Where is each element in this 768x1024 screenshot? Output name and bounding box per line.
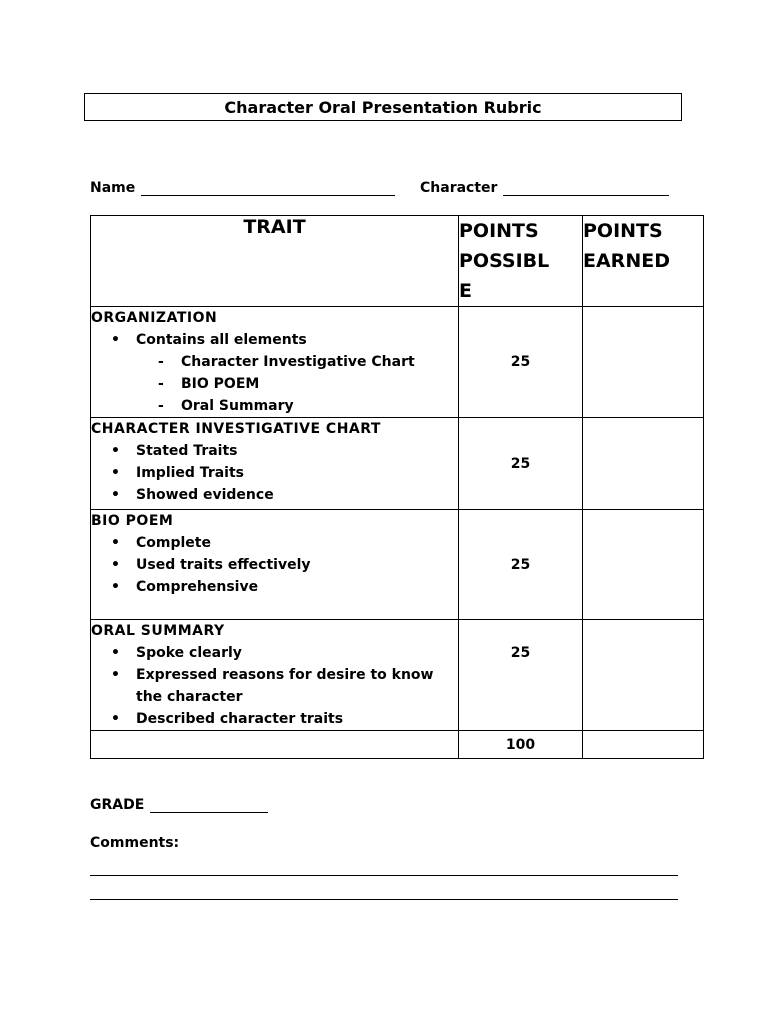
- table-row: [91, 307, 704, 418]
- list-item: • Comprehensive: [91, 576, 458, 598]
- points-earned-cell[interactable]: [583, 418, 704, 510]
- points-possible-cell: 25: [459, 307, 583, 418]
- header-points-possible: POINTS POSSIBL E: [459, 216, 583, 307]
- bio-poem-section: [91, 510, 459, 620]
- character-label: Character: [420, 180, 498, 196]
- total-points-cell: 100: [459, 731, 583, 759]
- rubric-title: Character Oral Presentation Rubric: [84, 93, 682, 121]
- comment-line[interactable]: [90, 899, 678, 900]
- section-heading: CHARACTER INVESTIGATIVE CHART: [91, 421, 381, 437]
- character-blank[interactable]: [503, 181, 669, 196]
- grade-blank[interactable]: [150, 798, 268, 813]
- list-item: • Contains all elements: [91, 329, 458, 351]
- table-row: [91, 510, 704, 620]
- table-header-row: [91, 216, 704, 307]
- comment-line[interactable]: [90, 875, 678, 876]
- points-earned-cell[interactable]: [583, 307, 704, 418]
- table-row: [91, 418, 704, 510]
- list-item: • Expressed reasons for desire to know the character: [91, 664, 458, 708]
- table-row: [91, 620, 704, 731]
- total-row: [91, 731, 704, 759]
- list-subitem: - BIO POEM: [91, 373, 458, 395]
- points-possible-cell: 25: [459, 418, 583, 510]
- points-earned-cell[interactable]: [583, 510, 704, 620]
- character-field[interactable]: [420, 180, 669, 196]
- section-heading: BIO POEM: [91, 513, 174, 529]
- name-blank[interactable]: [141, 181, 395, 196]
- points-earned-cell[interactable]: [583, 620, 704, 731]
- list-item: • Described character traits: [91, 708, 458, 730]
- grade-label: GRADE: [90, 797, 145, 813]
- oral-summary-section: [91, 620, 459, 731]
- list-item: • Showed evidence: [91, 484, 458, 506]
- organization-section: [91, 307, 459, 418]
- grade-field[interactable]: [90, 797, 268, 813]
- section-heading: ORAL SUMMARY: [91, 623, 225, 639]
- total-earned-cell[interactable]: [583, 731, 704, 759]
- list-item: • Spoke clearly: [91, 642, 458, 664]
- list-item: • Used traits effectively: [91, 554, 458, 576]
- name-label: Name: [90, 180, 136, 196]
- comments-label: Comments:: [90, 835, 180, 851]
- name-field[interactable]: [90, 180, 395, 196]
- rubric-table: [90, 215, 704, 759]
- points-possible-cell: 25: [459, 510, 583, 620]
- points-possible-cell: 25: [459, 620, 583, 731]
- header-trait: TRAIT: [91, 216, 459, 307]
- header-points-earned: POINTS EARNED: [583, 216, 704, 307]
- list-subitem: - Character Investigative Chart: [91, 351, 458, 373]
- total-label-cell: [91, 731, 459, 759]
- list-item: • Implied Traits: [91, 462, 458, 484]
- list-item: • Complete: [91, 532, 458, 554]
- list-subitem: - Oral Summary: [91, 395, 458, 417]
- section-heading: ORGANIZATION: [91, 310, 218, 326]
- character-chart-section: [91, 418, 459, 510]
- list-item: • Stated Traits: [91, 440, 458, 462]
